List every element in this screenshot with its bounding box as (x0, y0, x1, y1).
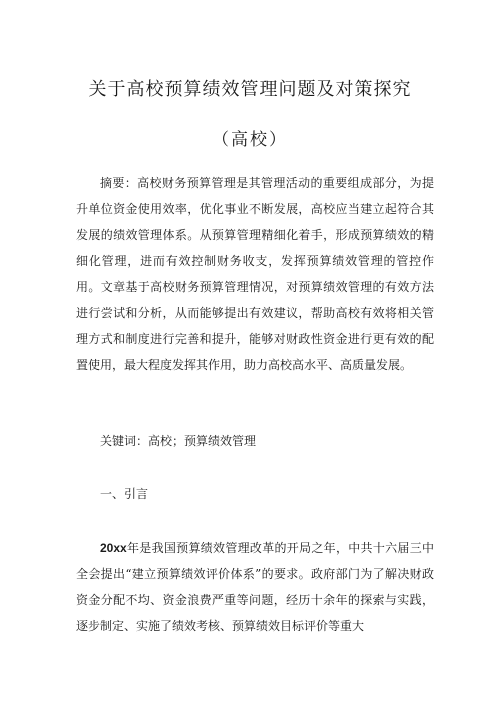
keywords-line: 关键词：高校；预算绩效管理 (100, 434, 257, 448)
section-heading: 一、引言 (100, 487, 149, 501)
abstract-paragraph: 摘要：高校财务预算管理是其管理活动的重要组成部分，为提升单位资金使用效率，优化事业不断发展，高校应当建立起符合其发展的绩效管理体系。从预算管理精细化着手，形成预算绩效的精细化管理，进而有效控制财务收支，发挥预算绩效管理的管控作用。文章基于高校财务预算管理情况，对预算绩效管理的有效方法进行尝试和分析，从而能够提出有效建议，帮助高校有效将相关管理方式和制度进行完善和提升，能够对财政性资金进行更有效的配置使用，最大程度发挥其作用，助力高校高水平、高质量发展。 (76, 176, 434, 372)
intro-year: 20xx (100, 541, 127, 555)
intro-text: 年是我国预算绩效管理改革的开局之年，中共十六届三中全会提出“建立预算绩效评价体系”的要求。政府部门为了解决财政资金分配不均、资金浪费严重等问题，经历十余年的探索与实践，逐步制定、实施了绩效考核、预算绩效目标评价等重大 (76, 541, 434, 633)
document-subtitle: （高校） (212, 130, 288, 150)
intro-paragraph (76, 535, 434, 639)
document-title: 关于高校预算绩效管理问题及对策探究 (88, 79, 412, 100)
